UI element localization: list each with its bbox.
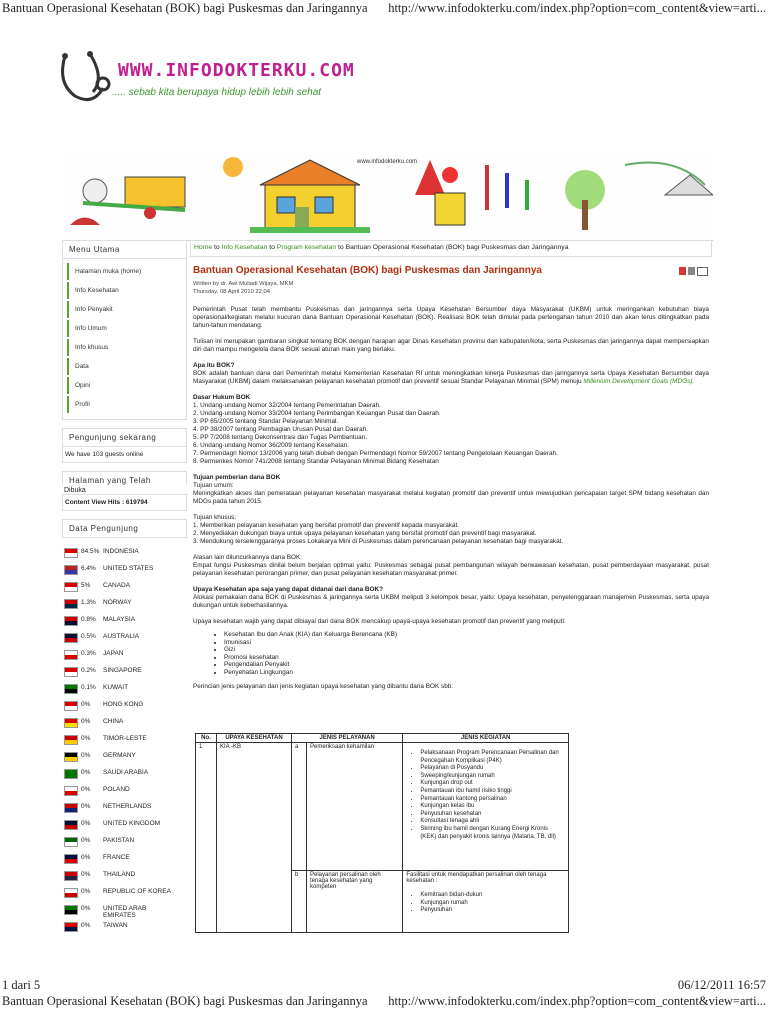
law-item: 7. Permendagri Nomor 13/2006 yang telah diubah dengan Permendagri Nomor 59/2007 tentang Pengelolaan Keuangan Daerah. [193,450,558,457]
law-item: 8. Permenkes Nomor 741/2008 tentang Standar Pelayanan Minimal Bidang Kesehatan [193,458,439,465]
country-name: FRANCE [103,854,130,861]
country-name: CHINA [103,718,124,725]
activity-item: • Kunjungan rumah [420,900,565,908]
flag-icon [64,820,78,830]
flag-icon [64,871,78,881]
next-header-url: http://www.infodokterku.com/index.php?option=com_content&view=arti... [388,994,766,1008]
country-name: AUSTRALIA [103,633,140,640]
law-item: 6. Undang-undang Nomor 36/2009 tentang Kesehatan. [193,442,349,449]
country-row [64,871,187,888]
flag-icon [64,684,78,694]
country-name: GERMANY [103,752,136,759]
activity-table [195,733,569,933]
country-name: NETHERLANDS [103,803,152,810]
country-row [64,820,187,837]
upaya-wajib-item: • Kesehatan Ibu dan Anak (KIA) dan Keluarga Berencana (KB) [224,631,712,639]
activity-item: • Sweeping/kunjungan rumah [420,773,565,781]
menu-item-opini[interactable]: Opini [67,377,182,394]
th-upaya: UPAYA KESEHATAN [217,734,292,743]
visitors-title: Pengunjung sekarang [62,428,187,446]
law-item: 4. PP 38/2007 tentang Pembagian Urusan Pusat dan Daerah. [193,426,369,433]
country-row [64,650,187,667]
menu-item-home[interactable]: Halaman muka (home) [67,263,182,280]
country-name: CANADA [103,582,131,589]
country-percent: 0% [81,820,91,827]
upaya-wajib-item: • Pengendalian Penyakit [224,661,712,669]
activity-item: • Skrining ibu hamil dengan Kurang Energi Kronis (KEK) dan penyakit kronis lainnya (Malaria, TB, dll) [420,826,565,841]
country-row [64,854,187,871]
upaya-wajib-item: • Gizi [224,646,712,654]
tujuan-khusus-item: 1. Memberikan pelayanan kesehatan yang bersifat promotif dan preventif kepada masyarakat. [193,522,460,529]
cell-b-letter: b [292,871,307,933]
law-item: 5. PP 7/2008 tentang Dekonsentrasi dan Tugas Pembantuan. [193,434,367,441]
country-name: THAILAND [103,871,136,878]
heading-upaya: Upaya Kesehatan apa saja yang dapat didanai dari dana BOK? [193,586,384,593]
country-percent: 0% [81,922,91,929]
activity-item: • Pelayanan di Posyandu [420,765,565,773]
country-row [64,786,187,803]
menu-item-data[interactable]: Data [67,358,182,375]
cell-b-activities [403,871,569,933]
heading-apa-itu-bok: Apa itu BOK? [193,362,235,369]
country-row [64,922,187,939]
country-name: SAUDI ARABIA [103,769,149,776]
country-row [64,582,187,599]
print-header [0,0,768,18]
alasan-label: Alasan lain diluncurkannya dana BOK: [193,554,303,561]
site-logo-title[interactable]: WWW.INFODOKTERKU.COM [118,60,355,81]
paragraph-upaya-wajib: Upaya kesehatan wajib yang dapat dibiayai dari dana BOK mencakup upaya-upaya kesehatan promotif dan preventif yang meliputi: [193,618,566,625]
cell-b-text: Pelayanan persalinan oleh tenaga kesehatan yang kompeten [307,871,403,933]
paragraph-purpose: Tulisan ini merupakan gambaran singkat tentang BOK dengan harapan agar Dinas Kesehatan provinsi dan kabupaten/kota, serta Puskesmas dan jaringannya dapat mempersiapkan diri dan mampu mengelola dana BOK sesuai aturan main yang berlaku. [193,338,709,353]
site-tagline: ..... sebab kita berupaya hidup lebih lebih sehat [112,87,322,98]
flag-icon [64,599,78,609]
upaya-wajib-item: • Imunisasi [224,639,712,647]
menu-item-info-khusus[interactable]: Info khusus [67,339,182,356]
activity-item: • Kunjungan drop out [420,780,565,788]
heading-tujuan: Tujuan pemberian dana BOK [193,474,281,481]
breadcrumb-sep: to [338,244,344,251]
country-row [64,701,187,718]
tujuan-khusus-list [193,522,709,546]
cell-a-letter: a [292,743,307,871]
country-percent: 0% [81,701,91,708]
paragraph-bok-definition [193,370,709,386]
mdgs-link[interactable]: Millenium Development Goals (MDGs). [583,378,695,385]
country-name: SINGAPORE [103,667,142,674]
flag-icon [64,565,78,575]
country-percent: 0% [81,718,91,725]
country-name: MALAYSIA [103,616,136,623]
main-content [190,240,712,691]
activity-item: • Kemitraan bidan-dukun [420,892,565,900]
country-name: TIMOR-LESTE [103,735,147,742]
country-percent: 0% [81,803,91,810]
country-name: POLAND [103,786,130,793]
country-row [64,718,187,735]
menu-item-info-penyakit[interactable]: Info Penyakit [67,301,182,318]
country-percent: 0% [81,888,91,895]
country-row [64,616,187,633]
sidebar [62,240,187,939]
email-icon[interactable] [697,267,708,276]
country-row [64,837,187,854]
breadcrumb [190,240,712,257]
article-title: Bantuan Operasional Kesehatan (BOK) bagi Puskesmas dan Jaringannya [193,265,542,276]
banner-url-text: www.infodokterku.com [357,159,418,165]
cell-no: 1 [196,743,217,933]
country-row [64,565,187,582]
print-datetime: 06/12/2011 16:57 [677,978,766,992]
article-date: Thursday, 08 April 2010 22:04 [193,288,270,295]
country-row [64,684,187,701]
flag-icon [64,769,78,779]
header-banner [65,155,713,241]
flag-icon [64,616,78,626]
country-row [64,769,187,786]
stethoscope-logo-icon [55,48,355,118]
country-percent: 0% [81,735,91,742]
flag-icon [64,582,78,592]
country-percent: 5% [81,582,91,589]
cell-a-text: Pemeriksaan kehamilan [307,743,403,871]
country-row [64,735,187,752]
country-name: JAPAN [103,650,124,657]
breadcrumb-current: Bantuan Operasional Kesehatan (BOK) bagi Puskesmas dan Jaringannya [345,244,569,251]
country-percent: 0.2% [81,667,96,674]
cell-b-lead: Fasilitasi untuk mendapatkan persalinan oleh tenaga kesehatan : [406,872,547,884]
tujuan-khusus-item: 2. Menyediakan dukungan biaya untuk upaya pelayanan kesehatan yang bersifat promotif dan preventif bagi masyarakat. [193,530,537,537]
flag-icon [64,888,78,898]
country-row [64,548,187,565]
country-percent: 84.5% [81,548,100,555]
law-item: 1. Undang-undang Nomor 32/2004 tentang Pemerintahan Daerah. [193,402,381,409]
visitors-online-text: We have 103 guests online [62,446,187,463]
activity-item: • Kunjungan kelas ibu [420,803,565,811]
alasan-text: Empat fungsi Puskesmas dinilai belum berjalan optimal yaitu: Puskesmas sebagai pusat pembangunan wilayah berwawasan kesehatan, pusat pemberdayaan masyarakat, pusat pelayanan kesehatan perorangan primer, dan pusat pelayanan kesehatan masyarakat primer. [193,562,709,577]
flag-icon [64,633,78,643]
breadcrumb-sep: to [269,244,275,251]
bok-definition-text: BOK adalah bantuan dana dari Pemerintah melalui Kementerian Kesehatan RI untuk meningkatkan kinerja Puskesmas dan jaringannya serta Upaya Kesehatan Bersumber daya Masyarakat (UKBM) dalam melaksanakan pelayanan kesehatan promotif dan preventif sesuai Standar Pelayanan Minimal (SPM) menuju [193,370,709,385]
country-list [62,548,187,939]
country-percent: 0% [81,854,91,861]
country-row [64,599,187,616]
paragraph-perincian: Perincian jenis pelayanan dan jenis kegiatan upaya kesehatan yang dibantu dana BOK sbb: [193,682,454,690]
country-percent: 0.3% [81,650,96,657]
views-title-line2: Dibuka [64,487,86,494]
tujuan-khusus-label: Tujuan khusus: [193,514,237,521]
country-name: UNITED ARAB EMIRATES [103,905,147,919]
views-title [62,471,187,485]
country-name: KUWAIT [103,684,129,691]
country-name: UNITED STATES [103,565,154,572]
flag-icon [64,701,78,711]
country-name: TAIWAN [103,922,128,929]
page-number: 1 dari 5 [2,978,41,992]
country-percent: 0% [81,769,91,776]
country-percent: 6.4% [81,565,96,572]
children-drawing-banner-icon [65,155,713,240]
countries-title: Data Pengunjung [62,519,187,538]
upaya-wajib-item: • Promosi kesehatan [224,654,712,662]
activity-item: • Pelaksanaan Program Perencanaan Persalinan dan Pencegahan Komplikasi (P4K) [420,750,565,765]
country-name: PAKISTAN [103,837,135,844]
country-name: NORWAY [103,599,132,606]
article-author: Written by dr. Awi Muliadi Wijaya, MKM [193,281,294,287]
next-header-title: Bantuan Operasional Kesehatan (BOK) bagi Puskesmas dan Jaringannya [2,994,368,1008]
tujuan-khusus-item: 3. Mendukung terselenggaranya proses Lokakarya Mini di Puskesmas dalam perencanaan pelayanan kesehatan bagi masyarakat. [193,538,564,545]
paragraph-alokasi: Alokasi pemakaian dana BOK di Puskesmas & jaringannya serta UKBM meliputi 3 kelompok besar, yaitu: Upaya kesehatan, penyelenggaraan manajemen Puskesmas, serta upaya dukungan untuk keberhasilannya. [193,594,709,609]
country-name: REPUBLIC OF KOREA [103,888,171,895]
tujuan-umum-label: Tujuan umum: [193,482,234,489]
country-name: UNITED KINGDOM [103,820,161,827]
country-percent: 0% [81,752,91,759]
law-item: 3. PP 65/2005 tentang Standar Pelayanan Minimal. [193,418,339,425]
th-jenis-kegiatan: JENIS KEGIATAN [403,734,569,743]
print-icon[interactable] [688,267,695,275]
heading-dasar-hukum: Dasar Hukum BOK [193,394,251,401]
flag-icon [64,803,78,813]
breadcrumb-home[interactable]: Home [194,244,213,251]
cell-a-activities [403,743,569,871]
country-percent: 0% [81,786,91,793]
flag-icon [64,786,78,796]
menu-item-info-umum[interactable]: Info Umum [67,320,182,337]
law-list [193,402,709,466]
breadcrumb-sep: to [214,244,220,251]
flag-icon [64,854,78,864]
country-row [64,888,187,905]
country-percent: 1.3% [81,599,96,606]
law-item: 2. Undang-undang Nomor 33/2004 tentang Perimbangan Keuangan Pusat dan Daerah. [193,410,441,417]
main-menu [62,258,187,420]
th-no: No. [196,734,217,743]
country-name: INDONESIA [103,548,139,555]
flag-icon [64,905,78,915]
activity-item: • Pemantauan ibu hamil risiko tinggi [420,788,565,796]
activity-item: • Pemantauan kantong persalinan [420,796,565,804]
flag-icon [64,837,78,847]
tujuan-umum-text: Meningkatkan akses dan pemerataan pelayanan kesehatan masyarakat melalui kegiatan promotif dan preventif untuk mewujudkan pencapaian target SPM bidang kesehatan dan MDGs pada tahun 2015. [193,490,709,505]
activity-item: • Penyuluhan [420,907,565,915]
country-name: HONG KONG [103,701,144,708]
upaya-wajib-list [210,631,712,677]
breadcrumb-info-kesehatan[interactable]: Info Kesehatan [221,244,268,251]
upaya-wajib-item: • Penyehatan Lingkungan [224,669,712,677]
th-jenis-pelayanan: JENIS PELAYANAN [292,734,403,743]
activity-item: • Konsultasi tenaga ahli [420,818,565,826]
country-percent: 0% [81,871,91,878]
menu-item-info-kesehatan[interactable]: Info Kesehatan [67,282,182,299]
breadcrumb-program-kesehatan[interactable]: Program kesehatan [276,244,337,251]
content-view-hits: Content View Hits : 619794 [62,494,187,511]
menu-item-profil[interactable]: Profil [67,396,182,413]
country-row [64,803,187,820]
cell-upaya: KIA -KB [217,743,292,933]
flag-icon [64,718,78,728]
flag-icon [64,548,78,558]
print-header-title: Bantuan Operasional Kesehatan (BOK) bagi Puskesmas dan Jaringannya [2,1,368,15]
country-row [64,752,187,769]
country-percent: 0.5% [81,633,96,640]
print-header-url: http://www.infodokterku.com/index.php?option=com_content&view=arti... [388,1,766,15]
flag-icon [64,667,78,677]
paragraph-intro: Pemerintah Pusat telah membantu Puskesmas dan jaringannya serta Upaya Kesehatan Bersumber daya Masyarakat (UKBM) untuk meringankan kebutuhan biaya operasional/kegiatan melalui kucuran dana Bantuan Operasional Kesehatan (BOK). Realisasi BOK telah dimulai pada pertengahan tahun 2010 dan akan terus ditingkatkan pada tahun-tahun mendatang. [193,306,709,329]
country-percent: 0.8% [81,616,96,623]
views-title-line1: Halaman yang Telah [69,476,151,485]
activity-item: • Penyuluhan kesehatan [420,811,565,819]
country-row [64,633,187,650]
flag-icon [64,650,78,660]
flag-icon [64,752,78,762]
country-row [64,667,187,684]
flag-icon [64,735,78,745]
country-percent: 0.1% [81,684,96,691]
flag-icon [64,922,78,932]
country-percent: 0% [81,905,91,912]
country-percent: 0% [81,837,91,844]
country-row [64,905,187,922]
menu-title: Menu Utama [62,240,187,258]
pdf-icon[interactable] [679,267,686,275]
